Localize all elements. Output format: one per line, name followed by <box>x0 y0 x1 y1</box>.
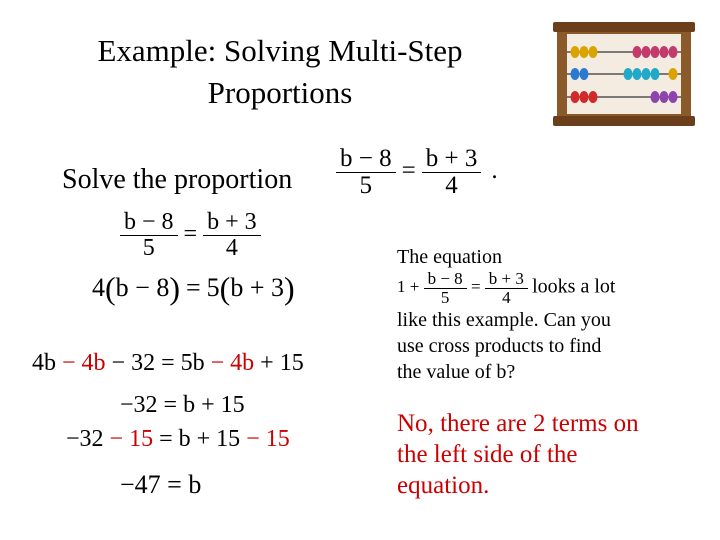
step1-right-fraction <box>203 210 261 261</box>
prompt-proportion: $\frac{b - 8}{5}$ = $\frac{b + 3}{4}$ . <box>336 146 498 200</box>
note-left-numerator: b − 8 <box>424 270 467 289</box>
step3-term-b: − 4b <box>62 350 106 376</box>
prompt-right-fraction <box>422 146 482 200</box>
step-3-subtract-4b <box>32 350 304 377</box>
step3-term-a: 4b <box>32 350 56 376</box>
step5-term-a: −32 <box>66 426 104 452</box>
note-left-fraction <box>424 270 467 307</box>
step5-term-c: = b + 15 <box>159 426 241 452</box>
step2-left-inner: b − 8 <box>115 273 170 302</box>
problem-prompt <box>62 164 292 196</box>
answer-text <box>397 408 667 501</box>
prompt-right-denominator: 4 <box>445 172 458 200</box>
step5-term-d: − 15 <box>246 426 290 452</box>
note-left-denominator: 5 <box>440 287 450 307</box>
step3-term-d: − 4b <box>210 350 255 376</box>
abacus-icon <box>553 22 695 126</box>
note-right-denominator: 4 <box>502 287 511 307</box>
step4-text: −32 = b + 15 <box>120 392 245 418</box>
step3-term-e: + 15 <box>260 350 304 376</box>
step6-text: −47 = b <box>120 470 202 499</box>
note-math-eq: = <box>470 277 481 297</box>
prompt-left-denominator: 5 <box>359 172 373 200</box>
note-after: looks a lot like this example. Can you use cross products to find the value of b? <box>397 275 616 383</box>
answer-rest: , there are 2 terms on the left side of the equation. <box>397 410 639 499</box>
step5-term-b: − 15 <box>109 426 154 452</box>
note-math-lead: 1 + <box>397 277 420 297</box>
step2-left-coef: 4 <box>92 273 105 302</box>
title-line-2: Proportions <box>207 75 353 110</box>
step1-left-numerator: b − 8 <box>120 210 178 236</box>
step1-right-numerator: b + 3 <box>203 210 261 236</box>
note-right-numerator: b + 3 <box>485 270 528 289</box>
prompt-period: . <box>491 157 498 185</box>
step3-term-c: − 32 = 5b <box>111 350 205 376</box>
side-note <box>397 244 627 385</box>
note-equation <box>397 269 532 307</box>
note-right-fraction <box>485 270 528 307</box>
prompt-right-numerator: b + 3 <box>422 146 482 173</box>
step2-right-coef: 5 <box>206 273 220 302</box>
slide-title <box>40 30 520 114</box>
step1-left-denominator: 5 <box>142 235 155 262</box>
prompt-left-numerator: b − 8 <box>336 146 396 173</box>
note-before: The equation <box>397 246 502 268</box>
step1-right-denominator: 4 <box>225 235 238 262</box>
step-1-proportion: $\frac{b - 8}{5}$ = $\frac{b + 3}{4}$ <box>120 210 261 261</box>
step-2-cross-products: 4(b − 8) = 5(b + 3) <box>92 270 295 306</box>
step-4-simplified <box>120 392 245 419</box>
prompt-left-fraction <box>336 146 396 200</box>
step-5-subtract-15 <box>66 426 290 453</box>
title-line-1: Example: Solving Multi-Step <box>97 33 463 68</box>
answer-no: No <box>397 410 428 437</box>
prompt-text: Solve the proportion <box>62 164 293 195</box>
step1-left-fraction <box>120 210 178 261</box>
step-6-solution <box>120 470 201 500</box>
step2-right-inner: b + 3 <box>230 273 284 302</box>
